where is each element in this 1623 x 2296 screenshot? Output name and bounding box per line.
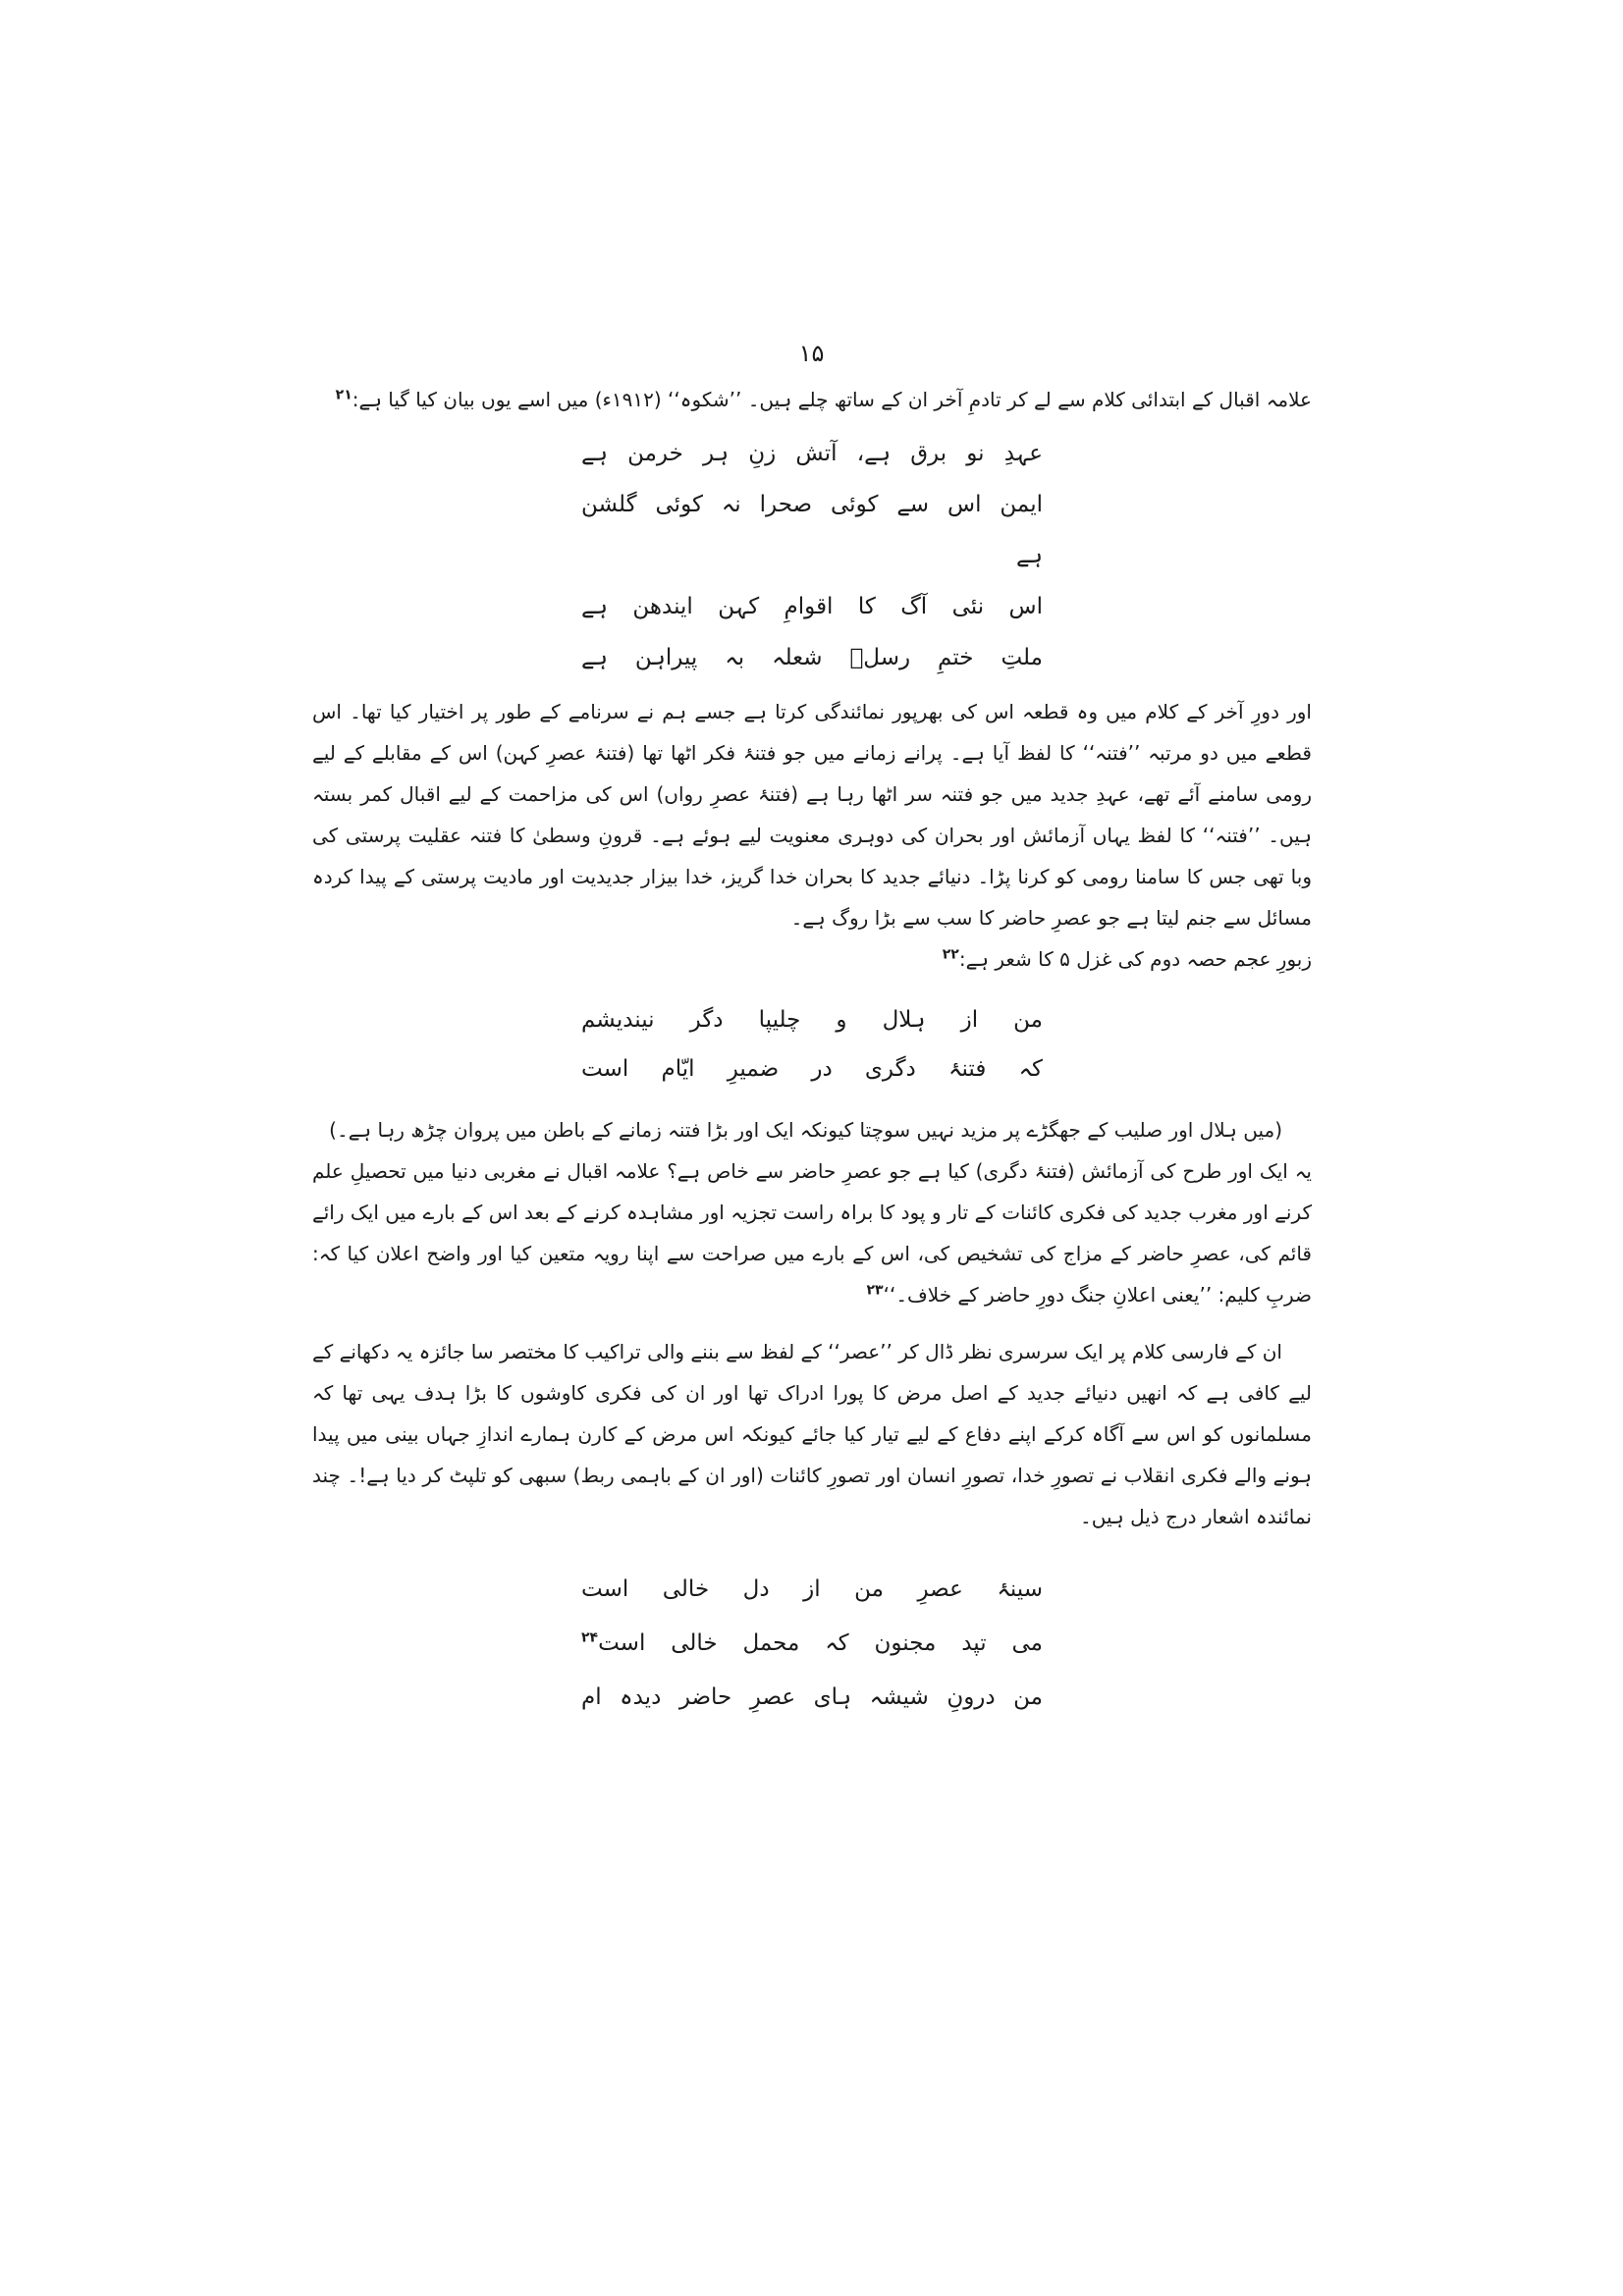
verse-line: کہ فتنۂ دگری در ضمیرِ ایّام است xyxy=(581,1056,1043,1082)
paragraph-fitna: اور دورِ آخر کے کلام میں وہ قطعہ اس کی بھرپور نمائندگی کرتا ہے جسے ہم نے سرنامے کے طور پر اختیار کیا تھا۔ اس قطعے میں دو مرتبہ ’’فتنہ‘‘ کا لفظ آیا ہے۔ پرانے زمانے میں جو فتنۂ فکر اٹھا تھا (فتنۂ عصرِ کہن) اس کے مقابلے کے لیے رومی سامنے آئے تھے، عہدِ جدید میں جو فتنہ سر اٹھا رہا ہے (فتنۂ عصرِ رواں) اس کی مزاحمت کے لیے اقبال کمر بستہ ہیں۔ ’’فتنہ‘‘ کا لفظ یہاں آزمائش اور بحران کی دوہری معنویت لیے ہوئے ہے۔ قرونِ وسطیٰ کا فتنہ عقلیت پرستی کی وبا تھی جس کا سامنا رومی کو کرنا پڑا۔ دنیائے جدید کا بحران خدا گریز، خدا بیزار جدیدیت اور مادیت پرستی کے پیدا کردہ مسائل سے جنم لیتا ہے جو عصرِ حاضر کا سب سے بڑا روگ ہے۔ xyxy=(312,700,1312,930)
verse-block-1 xyxy=(581,428,1043,683)
verse-line: من از ہلال و چلیپا دگر نیندیشم xyxy=(581,1007,1043,1033)
verse-line: سینۂ عصرِ من از دل خالی است xyxy=(581,1576,1043,1602)
modern-age-text: یہ ایک اور طرح کی آزمائش (فتنۂ دگری) کیا ہے جو عصرِ حاضر سے خاص ہے؟ علامہ اقبال نے مغربی دنیا میں تحصیلِ علم کرنے اور مغرب جدید کی فکری کائنات کے تار و پود کا براہ راست تجزیہ اور مشاہدہ کرنے کے بعد اس کے بارے میں ایک رائے قائم کی، عصرِ حاضر کے مزاج کی تشخیص کی، اس کے بارے میں صراحت سے اپنا رویہ متعین کیا اور واضح اعلان کیا کہ: ضربِ کلیم: ’’یعنی اعلانِ جنگ دورِ حاضر کے خلاف۔‘‘ xyxy=(312,1159,1312,1307)
verse-line: من درونِ شیشہ ہای عصرِ حاضر دیدہ ام xyxy=(581,1684,1043,1710)
zabur-intro-paragraph xyxy=(312,938,1312,980)
paragraph-persian-verse: ان کے فارسی کلام پر ایک سرسری نظر ڈال کر ’’عصر‘‘ کے لفظ سے بننے والی تراکیب کا مختصر سا جائزہ یہ دکھانے کے لیے کافی ہے کہ انھیں دنیائے جدید کے اصل مرض کا پورا ادراک تھا اور ان کی فکری کاوشوں کا بڑا ہدف یہی تھا کہ مسلمانوں کو اس سے آگاہ کرکے اپنے دفاع کے لیے تیار کیا جائے کیونکہ اس مرض کے کارن ہمارے اندازِ جہاں بینی میں پیدا ہونے والے فکری انقلاب نے تصورِ خدا، تصورِ انسان اور تصورِ کائنات (اور ان کے باہمی ربط) سبھی کو تلپٹ کر دیا ہے!۔ چند نمائندہ اشعار درج ذیل ہیں۔ xyxy=(312,1340,1312,1528)
verse-block-3 xyxy=(581,1563,1043,1725)
page-body xyxy=(312,375,1312,1725)
verse-line: عہدِ نو برق ہے، آتش زنِ ہر خرمن ہے xyxy=(581,441,1043,466)
verse-line-text: می تپد مجنون کہ محمل خالی است xyxy=(598,1630,1043,1656)
translation-paragraph: (میں ہلال اور صلیب کے جھگڑے پر مزید نہیں سوچتا کیونکہ ایک اور بڑا فتنہ زمانے کے باطن میں پروان چڑھ رہا ہے۔) xyxy=(329,1118,1282,1142)
footnote-marker: ۲۳ xyxy=(866,1282,884,1299)
verse-block-2 xyxy=(581,995,1043,1094)
intro-paragraph xyxy=(312,379,1312,420)
intro-text: علامہ اقبال کے ابتدائی کلام سے لے کر تادمِ آخر ان کے ساتھ چلے ہیں۔ ’’شکوہ‘‘ (۱۹۱۲ء) میں اسے یوں بیان کیا گیا ہے: xyxy=(352,388,1312,411)
verse-line: اس نئی آگ کا اقوامِ کہن ایندھن ہے xyxy=(581,594,1043,619)
verse-line: ملتِ ختمِ رسلؐ شعلہ بہ پیراہن ہے xyxy=(581,645,1043,670)
page-number: ۱۵ xyxy=(798,340,825,367)
verse-line xyxy=(581,1617,1043,1671)
zabur-intro-text: زبورِ عجم حصہ دوم کی غزل ۵ کا شعر ہے: xyxy=(958,947,1312,971)
footnote-marker: ۲۲ xyxy=(942,946,959,963)
paragraph-modern-age xyxy=(312,1150,1312,1315)
footnote-marker: ۲۴ xyxy=(581,1629,599,1646)
verse-line: ایمن اس سے کوئی صحرا نہ کوئی گلشن ہے xyxy=(581,492,1043,568)
footnote-marker: ۲۱ xyxy=(335,387,352,403)
